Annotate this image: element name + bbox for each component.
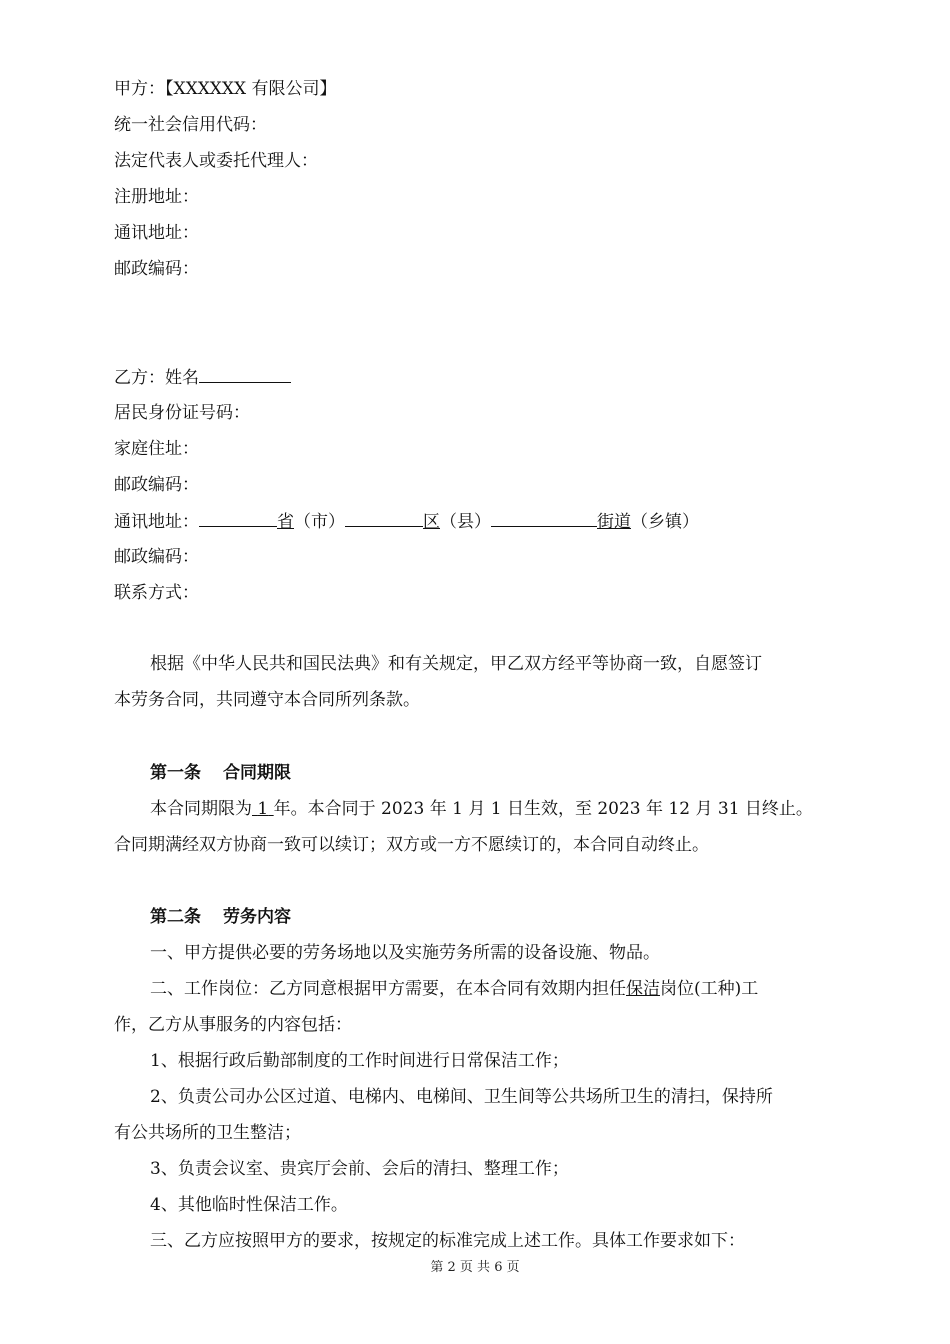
intro-line-2: 本劳务合同，共同遵守本合同所列条款。 xyxy=(114,690,420,710)
party-a-mail-address: 通讯地址： xyxy=(114,223,199,243)
party-b-id-number: 居民身份证号码： xyxy=(114,403,250,423)
duty-2-line-2: 有公共场所的卫生整洁； xyxy=(114,1123,301,1143)
duty-1: 1、根据行政后勤部制度的工作时间进行日常保洁工作； xyxy=(150,1051,569,1071)
party-b-contact: 联系方式： xyxy=(114,583,199,603)
street-paren: （乡镇） xyxy=(631,512,699,532)
party-a-representative: 法定代表人或委托代理人： xyxy=(114,151,318,171)
party-a-reg-address: 注册地址： xyxy=(114,187,199,207)
term-years-value: 1 xyxy=(257,799,269,819)
district-paren: （县） xyxy=(440,512,491,532)
party-a-postcode: 邮政编码： xyxy=(114,259,199,279)
article-2-item-2-line-2: 作，乙方从事服务的内容包括： xyxy=(114,1015,352,1035)
article-2-heading xyxy=(150,906,291,928)
item2-pre: 二、工作岗位：乙方同意根据甲方需要，在本合同有效期内担任 xyxy=(150,979,626,999)
district-blank xyxy=(345,510,423,527)
mail-address-label: 通讯地址： xyxy=(114,512,199,532)
duty-4: 4、其他临时性保洁工作。 xyxy=(150,1195,348,1215)
party-a-credit-code: 统一社会信用代码： xyxy=(114,115,267,135)
article-2-item-3: 三、乙方应按照甲方的要求，按规定的标准完成上述工作。具体工作要求如下： xyxy=(150,1231,745,1251)
article-1-para-1 xyxy=(150,798,813,820)
item2-position: 保洁 xyxy=(626,979,660,999)
district-suffix: 区 xyxy=(423,512,440,532)
party-b-postcode: 邮政编码： xyxy=(114,475,199,495)
article-1-num: 第一条 xyxy=(150,763,201,783)
province-suffix: 省 xyxy=(277,512,294,532)
party-a-name: 甲方：【XXXXXX 有限公司】 xyxy=(114,79,337,99)
article-1-title: 合同期限 xyxy=(223,763,291,783)
province-blank xyxy=(199,510,277,527)
article-1-heading xyxy=(150,762,291,784)
term-years xyxy=(252,799,274,819)
party-b-name-line xyxy=(114,366,291,389)
article-2-title: 劳务内容 xyxy=(223,907,291,927)
item2-post: 岗位(工种)工 xyxy=(660,979,759,999)
term-pre: 本合同期限为 xyxy=(150,799,252,819)
street-blank xyxy=(491,510,597,527)
term-post: 年。本合同于 2023 年 1 月 1 日生效，至 2023 年 12 月 31 日终止。 xyxy=(273,799,813,819)
article-2-num: 第二条 xyxy=(150,907,201,927)
party-b-name-label: 乙方：姓名 xyxy=(114,368,199,388)
article-2-item-1: 一、甲方提供必要的劳务场地以及实施劳务所需的设备设施、物品。 xyxy=(150,943,660,963)
duty-3: 3、负责会议室、贵宾厅会前、会后的清扫、整理工作； xyxy=(150,1159,569,1179)
name-blank xyxy=(199,366,291,383)
article-1-para-2: 合同期满经双方协商一致可以续订；双方或一方不愿续订的，本合同自动终止。 xyxy=(114,835,709,855)
party-b-mail-address-line xyxy=(114,510,699,533)
article-2-item-2 xyxy=(150,978,758,1000)
intro-line-1: 根据《中华人民共和国民法典》和有关规定，甲乙双方经平等协商一致，自愿签订 xyxy=(150,654,762,674)
party-b-home-address: 家庭住址： xyxy=(114,439,199,459)
page-number-footer: 第 2 页 共 6 页 xyxy=(430,1260,520,1275)
duty-2-line-1: 2、负责公司办公区过道、电梯内、电梯间、卫生间等公共场所卫生的清扫，保持所 xyxy=(150,1087,773,1107)
party-b-postcode-2: 邮政编码： xyxy=(114,547,199,567)
province-paren: （市） xyxy=(294,512,345,532)
street-suffix: 街道 xyxy=(597,512,631,532)
